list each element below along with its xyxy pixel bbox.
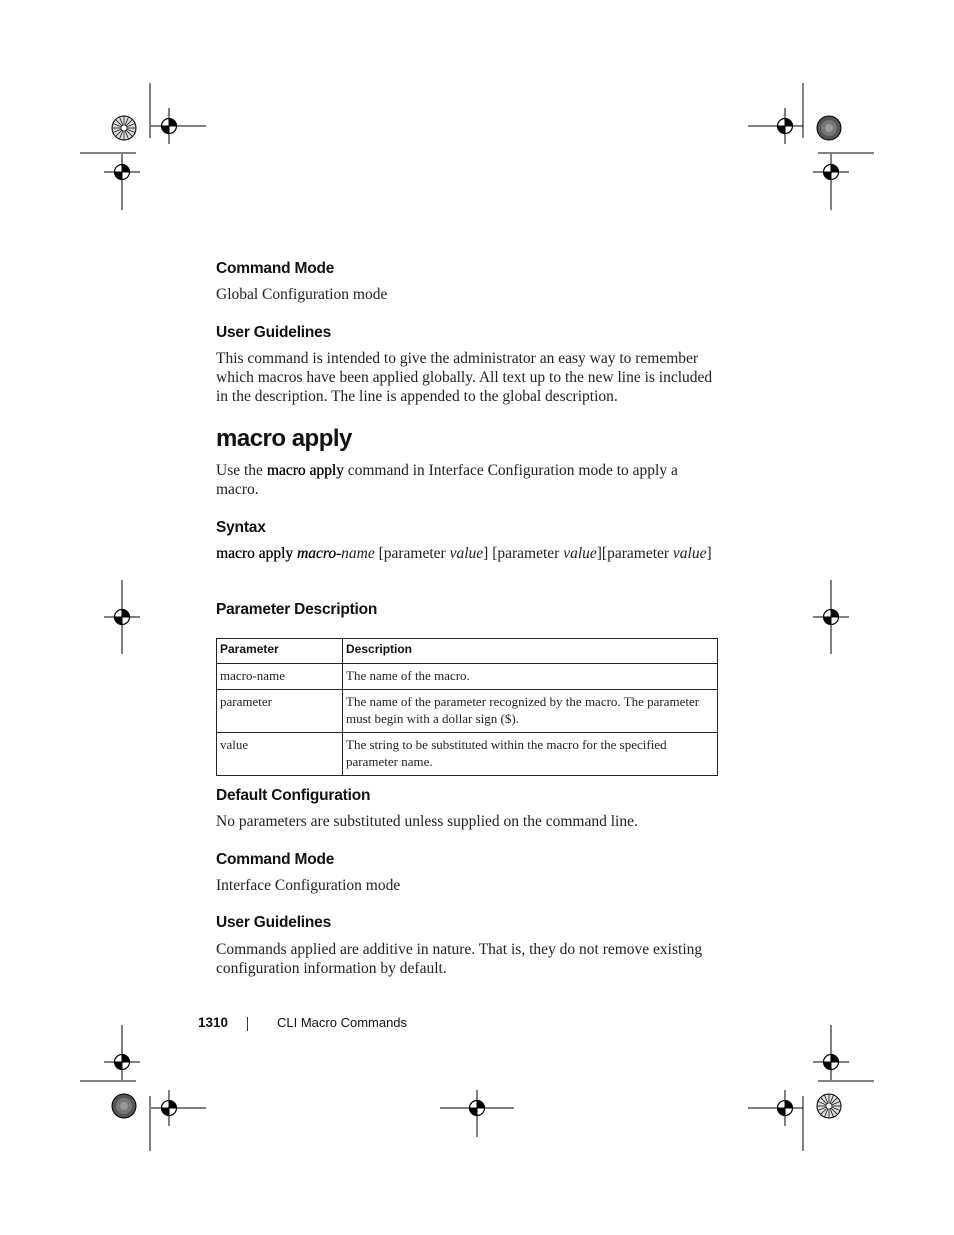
page-number: 1310: [198, 1015, 229, 1030]
command-mode-heading-2: Command Mode: [216, 851, 335, 868]
footer-divider: [247, 1017, 248, 1031]
syntax-line: [216, 544, 718, 563]
table-row: [217, 664, 718, 690]
parameter-description-heading: Parameter Description: [216, 601, 378, 618]
syntax-value: value: [449, 545, 484, 562]
user-guidelines-heading: User Guidelines: [216, 324, 332, 341]
user-guidelines-heading-2: User Guidelines: [216, 914, 332, 931]
intro-paragraph: [216, 461, 718, 499]
page-title: macro apply: [216, 425, 352, 452]
default-configuration-heading: Default Configuration: [216, 787, 371, 804]
syntax-part: [parameter: [374, 545, 450, 562]
syntax-command: macro apply: [216, 545, 294, 562]
user-guidelines-text: This command is intended to give the administrator an easy way to remember which macros have been applied globally. All text up to the new line is included in the description. The line is appended to the global description.: [216, 350, 713, 405]
table-cell: The name of the macro.: [343, 664, 718, 690]
default-configuration-text: No parameters are substituted unless supplied on the command line.: [216, 813, 638, 830]
command-mode-heading: Command Mode: [216, 260, 335, 277]
parameter-table: [216, 638, 718, 776]
table-row: [217, 733, 718, 776]
syntax-part: ]: [706, 545, 712, 562]
syntax-value: value: [563, 545, 597, 562]
table-header-cell: Parameter: [217, 639, 343, 664]
table-row: [217, 690, 718, 733]
syntax-part: ] [parameter: [483, 545, 564, 562]
command-mode-text-2: Interface Configuration mode: [216, 877, 401, 894]
user-guidelines-text-2: Commands applied are additive in nature. That is, they do not remove existing configuration information by default.: [216, 941, 703, 977]
intro-command: macro apply: [266, 462, 344, 479]
table-header-cell: Description: [343, 639, 718, 664]
syntax-value: value: [672, 545, 707, 562]
syntax-arg-name: name: [341, 545, 375, 562]
syntax-part: ][parameter: [596, 545, 673, 562]
table-cell: macro-name: [217, 664, 343, 690]
table-header-row: [217, 639, 718, 664]
syntax-arg: macro-: [296, 545, 342, 562]
table-cell: parameter: [217, 690, 343, 733]
footer-section-title: CLI Macro Commands: [277, 1015, 408, 1030]
intro-text: Use the: [216, 462, 267, 479]
intro-text-rest: command in Interface Configuration mode to apply a macro.: [216, 462, 678, 498]
command-mode-text: Global Configuration mode: [216, 286, 388, 303]
table-cell: The name of the parameter recognized by the macro. The parameter must begin with a dollar sign ($).: [343, 690, 718, 733]
table-cell: The string to be substituted within the macro for the specified parameter name.: [343, 733, 718, 776]
table-cell: value: [217, 733, 343, 776]
syntax-heading: Syntax: [216, 519, 266, 536]
